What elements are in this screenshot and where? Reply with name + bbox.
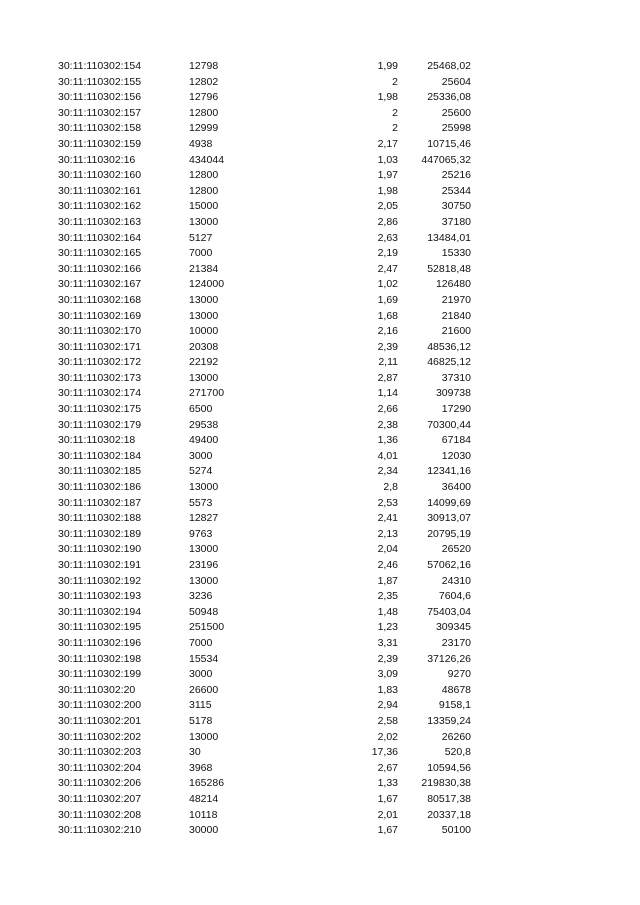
quantity-cell: 29538 <box>189 418 219 431</box>
cadastral-number-cell: 30:11:110302:173 <box>58 371 142 384</box>
unit-price-cell: 1,83 <box>377 683 398 696</box>
cadastral-number-cell: 30:11:110302:208 <box>58 808 142 821</box>
total-cost-cell: 7604,6 <box>438 590 471 603</box>
quantity-cell: 12800 <box>189 184 219 197</box>
cadastral-number-cell: 30:11:110302:200 <box>58 699 142 712</box>
cadastral-number-cell: 30:11:110302:163 <box>58 215 142 228</box>
table-row <box>0 745 640 761</box>
cadastral-number-cell: 30:11:110302:191 <box>58 559 142 571</box>
table-row <box>0 620 640 636</box>
table-row <box>0 59 640 75</box>
cadastral-number-cell: 30:11:110302:171 <box>58 340 142 353</box>
unit-price-cell: 1,67 <box>377 824 398 837</box>
quantity-cell: 23196 <box>189 559 219 571</box>
cadastral-number-cell: 30:11:110302:189 <box>58 527 142 540</box>
total-cost-cell: 36400 <box>441 481 471 494</box>
data-table <box>0 59 640 839</box>
table-row <box>0 542 640 558</box>
table-row <box>0 293 640 309</box>
total-cost-cell: 309738 <box>435 387 471 400</box>
total-cost-cell: 12030 <box>441 449 471 462</box>
unit-price-cell: 2,63 <box>377 231 398 244</box>
cadastral-number-cell: 30:11:110302:192 <box>58 574 142 587</box>
quantity-cell: 13000 <box>189 574 219 587</box>
total-cost-cell: 67184 <box>441 434 471 447</box>
cadastral-number-cell: 30:11:110302:194 <box>58 605 142 618</box>
quantity-cell: 26600 <box>189 683 219 696</box>
unit-price-cell: 1,03 <box>377 153 398 166</box>
cadastral-number-cell: 30:11:110302:162 <box>58 200 142 213</box>
total-cost-cell: 50100 <box>441 824 471 837</box>
table-row <box>0 589 640 605</box>
cadastral-number-cell: 30:11:110302:165 <box>58 247 142 260</box>
total-cost-cell: 46825,12 <box>427 356 471 369</box>
quantity-cell: 12827 <box>189 512 219 525</box>
quantity-cell: 251500 <box>189 621 225 634</box>
table-row <box>0 496 640 512</box>
quantity-cell: 9763 <box>189 527 213 540</box>
unit-price-cell: 4,01 <box>377 449 398 462</box>
table-row <box>0 215 640 231</box>
unit-price-cell: 1,97 <box>377 169 398 182</box>
total-cost-cell: 12341,16 <box>427 465 471 478</box>
unit-price-cell: 1,98 <box>377 91 398 104</box>
total-cost-cell: 30750 <box>441 200 471 213</box>
table-row <box>0 246 640 262</box>
total-cost-cell: 70300,44 <box>427 418 471 431</box>
unit-price-cell: 2,8 <box>383 481 398 494</box>
cadastral-number-cell: 30:11:110302:198 <box>58 652 142 665</box>
total-cost-cell: 9158,1 <box>438 699 471 712</box>
total-cost-cell: 37180 <box>441 215 471 228</box>
quantity-cell: 13000 <box>189 293 219 306</box>
quantity-cell: 7000 <box>189 247 213 260</box>
quantity-cell: 15000 <box>189 200 219 213</box>
unit-price-cell: 17,36 <box>371 746 398 759</box>
total-cost-cell: 21970 <box>441 293 471 306</box>
unit-price-cell: 1,02 <box>377 278 398 291</box>
cadastral-number-cell: 30:11:110302:16 <box>58 153 136 166</box>
cadastral-number-cell: 30:11:110302:201 <box>58 714 142 727</box>
unit-price-cell: 2,46 <box>377 559 398 571</box>
unit-price-cell: 2,94 <box>377 699 398 712</box>
table-row <box>0 667 640 683</box>
total-cost-cell: 10594,56 <box>427 761 471 774</box>
table-row <box>0 277 640 293</box>
unit-price-cell: 2,01 <box>377 808 398 821</box>
cadastral-number-cell: 30:11:110302:202 <box>58 730 142 743</box>
table-row <box>0 262 640 278</box>
cadastral-number-cell: 30:11:110302:204 <box>58 761 142 774</box>
unit-price-cell: 2,41 <box>377 512 398 525</box>
cadastral-number-cell: 30:11:110302:159 <box>58 137 142 150</box>
unit-price-cell: 1,23 <box>377 621 398 634</box>
unit-price-cell: 2,87 <box>377 371 398 384</box>
cadastral-number-cell: 30:11:110302:186 <box>58 481 142 494</box>
table-row <box>0 808 640 824</box>
quantity-cell: 7000 <box>189 636 213 649</box>
total-cost-cell: 75403,04 <box>427 605 471 618</box>
quantity-cell: 12999 <box>189 122 219 135</box>
unit-price-cell: 1,87 <box>377 574 398 587</box>
cadastral-number-cell: 30:11:110302:174 <box>58 387 142 400</box>
table-row <box>0 168 640 184</box>
unit-price-cell: 2,13 <box>377 527 398 540</box>
table-row <box>0 418 640 434</box>
table-row <box>0 199 640 215</box>
quantity-cell: 12800 <box>189 169 219 182</box>
cadastral-number-cell: 30:11:110302:157 <box>58 106 142 119</box>
table-row <box>0 714 640 730</box>
table-row <box>0 761 640 777</box>
table-row <box>0 153 640 169</box>
total-cost-cell: 447065,32 <box>421 153 471 166</box>
unit-price-cell: 2 <box>392 122 398 135</box>
quantity-cell: 12798 <box>189 60 219 72</box>
table-row <box>0 792 640 808</box>
total-cost-cell: 126480 <box>435 278 471 291</box>
unit-price-cell: 2,35 <box>377 590 398 603</box>
cadastral-number-cell: 30:11:110302:195 <box>58 621 142 634</box>
cadastral-number-cell: 30:11:110302:188 <box>58 512 142 525</box>
quantity-cell: 12802 <box>189 75 219 88</box>
cadastral-number-cell: 30:11:110302:187 <box>58 496 142 509</box>
quantity-cell: 271700 <box>189 387 225 400</box>
cadastral-number-cell: 30:11:110302:193 <box>58 590 142 603</box>
quantity-cell: 3115 <box>189 699 212 712</box>
cadastral-number-cell: 30:11:110302:175 <box>58 403 142 416</box>
unit-price-cell: 1,14 <box>377 387 398 400</box>
total-cost-cell: 26260 <box>441 730 471 743</box>
cadastral-number-cell: 30:11:110302:164 <box>58 231 142 244</box>
cadastral-number-cell: 30:11:110302:207 <box>58 792 142 805</box>
cadastral-number-cell: 30:11:110302:167 <box>58 278 142 291</box>
cadastral-number-cell: 30:11:110302:158 <box>58 122 142 135</box>
unit-price-cell: 2,53 <box>377 496 398 509</box>
total-cost-cell: 25336,08 <box>427 91 471 104</box>
table-row <box>0 449 640 465</box>
total-cost-cell: 9270 <box>447 668 471 681</box>
cadastral-number-cell: 30:11:110302:179 <box>58 418 142 431</box>
table-row <box>0 309 640 325</box>
table-row <box>0 823 640 839</box>
unit-price-cell: 2,66 <box>377 403 398 416</box>
unit-price-cell: 2,39 <box>377 652 398 665</box>
cadastral-number-cell: 30:11:110302:185 <box>58 465 142 478</box>
cadastral-number-cell: 30:11:110302:196 <box>58 636 142 649</box>
quantity-cell: 20308 <box>189 340 219 353</box>
quantity-cell: 13000 <box>189 730 219 743</box>
table-row <box>0 511 640 527</box>
unit-price-cell: 2,58 <box>377 714 398 727</box>
quantity-cell: 3968 <box>189 761 213 774</box>
total-cost-cell: 57062,16 <box>427 559 471 571</box>
table-row <box>0 371 640 387</box>
cadastral-number-cell: 30:11:110302:190 <box>58 543 142 556</box>
total-cost-cell: 25344 <box>441 184 471 197</box>
cadastral-number-cell: 30:11:110302:161 <box>58 184 142 197</box>
quantity-cell: 13000 <box>189 543 219 556</box>
quantity-cell: 30 <box>189 746 201 759</box>
quantity-cell: 12800 <box>189 106 219 119</box>
unit-price-cell: 1,67 <box>377 792 398 805</box>
total-cost-cell: 13484,01 <box>427 231 471 244</box>
unit-price-cell: 2,16 <box>377 325 398 338</box>
unit-price-cell: 1,99 <box>377 60 398 72</box>
table-row <box>0 355 640 371</box>
total-cost-cell: 25604 <box>441 75 471 88</box>
quantity-cell: 5127 <box>189 231 213 244</box>
unit-price-cell: 2,11 <box>378 356 398 369</box>
quantity-cell: 5178 <box>189 714 213 727</box>
unit-price-cell: 2,04 <box>377 543 398 556</box>
table-row <box>0 184 640 200</box>
table-row <box>0 402 640 418</box>
cadastral-number-cell: 30:11:110302:199 <box>58 668 142 681</box>
cadastral-number-cell: 30:11:110302:203 <box>58 746 142 759</box>
total-cost-cell: 23170 <box>441 636 471 649</box>
unit-price-cell: 1,48 <box>377 605 398 618</box>
unit-price-cell: 3,09 <box>377 668 398 681</box>
table-row <box>0 106 640 122</box>
cadastral-number-cell: 30:11:110302:206 <box>58 777 142 790</box>
cadastral-number-cell: 30:11:110302:154 <box>58 60 142 72</box>
total-cost-cell: 52818,48 <box>427 262 471 275</box>
total-cost-cell: 25998 <box>441 122 471 135</box>
total-cost-cell: 21840 <box>441 309 471 322</box>
quantity-cell: 10000 <box>189 325 219 338</box>
table-row <box>0 464 640 480</box>
total-cost-cell: 24310 <box>441 574 471 587</box>
quantity-cell: 165286 <box>189 777 225 790</box>
cadastral-number-cell: 30:11:110302:166 <box>58 262 142 275</box>
total-cost-cell: 10715,46 <box>427 137 471 150</box>
quantity-cell: 13000 <box>189 215 219 228</box>
total-cost-cell: 20337,18 <box>427 808 471 821</box>
total-cost-cell: 21600 <box>441 325 471 338</box>
table-row <box>0 527 640 543</box>
quantity-cell: 4938 <box>189 137 213 150</box>
quantity-cell: 434044 <box>189 153 225 166</box>
total-cost-cell: 37126,26 <box>427 652 471 665</box>
total-cost-cell: 80517,38 <box>427 792 471 805</box>
total-cost-cell: 37310 <box>441 371 471 384</box>
total-cost-cell: 14099,69 <box>427 496 471 509</box>
table-row <box>0 776 640 792</box>
table-row <box>0 386 640 402</box>
table-row <box>0 574 640 590</box>
cadastral-number-cell: 30:11:110302:184 <box>58 449 142 462</box>
unit-price-cell: 2,05 <box>377 200 398 213</box>
quantity-cell: 3000 <box>189 668 213 681</box>
cadastral-number-cell: 30:11:110302:20 <box>58 683 136 696</box>
cadastral-number-cell: 30:11:110302:170 <box>58 325 142 338</box>
table-row <box>0 75 640 91</box>
table-row <box>0 231 640 247</box>
quantity-cell: 10118 <box>189 808 218 821</box>
table-row <box>0 90 640 106</box>
unit-price-cell: 3,31 <box>377 636 398 649</box>
table-row <box>0 698 640 714</box>
total-cost-cell: 48678 <box>441 683 471 696</box>
cadastral-number-cell: 30:11:110302:172 <box>58 356 142 369</box>
cadastral-number-cell: 30:11:110302:156 <box>58 91 142 104</box>
quantity-cell: 48214 <box>189 792 219 805</box>
cadastral-number-cell: 30:11:110302:155 <box>58 75 142 88</box>
table-row <box>0 730 640 746</box>
total-cost-cell: 219830,38 <box>421 777 471 790</box>
quantity-cell: 5573 <box>189 496 213 509</box>
cadastral-number-cell: 30:11:110302:210 <box>58 824 142 837</box>
quantity-cell: 30000 <box>189 824 219 837</box>
table-row <box>0 433 640 449</box>
table-row <box>0 683 640 699</box>
cadastral-number-cell: 30:11:110302:169 <box>58 309 142 322</box>
unit-price-cell: 2,38 <box>377 418 398 431</box>
unit-price-cell: 1,69 <box>377 293 398 306</box>
table-row <box>0 137 640 153</box>
unit-price-cell: 2,02 <box>377 730 398 743</box>
unit-price-cell: 1,98 <box>377 184 398 197</box>
cadastral-number-cell: 30:11:110302:168 <box>58 293 142 306</box>
unit-price-cell: 2,86 <box>377 215 398 228</box>
quantity-cell: 50948 <box>189 605 219 618</box>
quantity-cell: 6500 <box>189 403 213 416</box>
quantity-cell: 21384 <box>189 262 219 275</box>
unit-price-cell: 1,33 <box>377 777 398 790</box>
total-cost-cell: 20795,19 <box>427 527 471 540</box>
total-cost-cell: 15330 <box>441 247 471 260</box>
table-row <box>0 558 640 574</box>
unit-price-cell: 2 <box>392 75 398 88</box>
table-row <box>0 605 640 621</box>
quantity-cell: 22192 <box>189 356 219 369</box>
unit-price-cell: 1,68 <box>377 309 398 322</box>
quantity-cell: 49400 <box>189 434 219 447</box>
unit-price-cell: 2,67 <box>377 761 398 774</box>
quantity-cell: 13000 <box>189 481 219 494</box>
total-cost-cell: 17290 <box>441 403 471 416</box>
cadastral-number-cell: 30:11:110302:18 <box>58 434 136 447</box>
unit-price-cell: 2,34 <box>377 465 398 478</box>
total-cost-cell: 48536,12 <box>427 340 471 353</box>
table-row <box>0 324 640 340</box>
total-cost-cell: 25600 <box>441 106 471 119</box>
total-cost-cell: 25216 <box>441 169 471 182</box>
table-row <box>0 340 640 356</box>
quantity-cell: 3000 <box>189 449 213 462</box>
total-cost-cell: 520,8 <box>444 746 471 759</box>
total-cost-cell: 26520 <box>441 543 471 556</box>
quantity-cell: 124000 <box>189 278 225 291</box>
total-cost-cell: 309345 <box>435 621 471 634</box>
unit-price-cell: 2,17 <box>377 137 398 150</box>
table-row <box>0 652 640 668</box>
total-cost-cell: 13359,24 <box>427 714 471 727</box>
quantity-cell: 5274 <box>189 465 213 478</box>
quantity-cell: 12796 <box>189 91 219 104</box>
quantity-cell: 15534 <box>189 652 219 665</box>
total-cost-cell: 30913,07 <box>427 512 471 525</box>
total-cost-cell: 25468,02 <box>427 60 471 72</box>
unit-price-cell: 2,19 <box>377 247 398 260</box>
quantity-cell: 13000 <box>189 371 219 384</box>
table-row <box>0 480 640 496</box>
unit-price-cell: 2,39 <box>377 340 398 353</box>
unit-price-cell: 2,47 <box>377 262 398 275</box>
table-row <box>0 121 640 137</box>
unit-price-cell: 2 <box>392 106 398 119</box>
unit-price-cell: 1,36 <box>377 434 398 447</box>
quantity-cell: 13000 <box>189 309 219 322</box>
cadastral-number-cell: 30:11:110302:160 <box>58 169 142 182</box>
table-row <box>0 636 640 652</box>
quantity-cell: 3236 <box>189 590 213 603</box>
